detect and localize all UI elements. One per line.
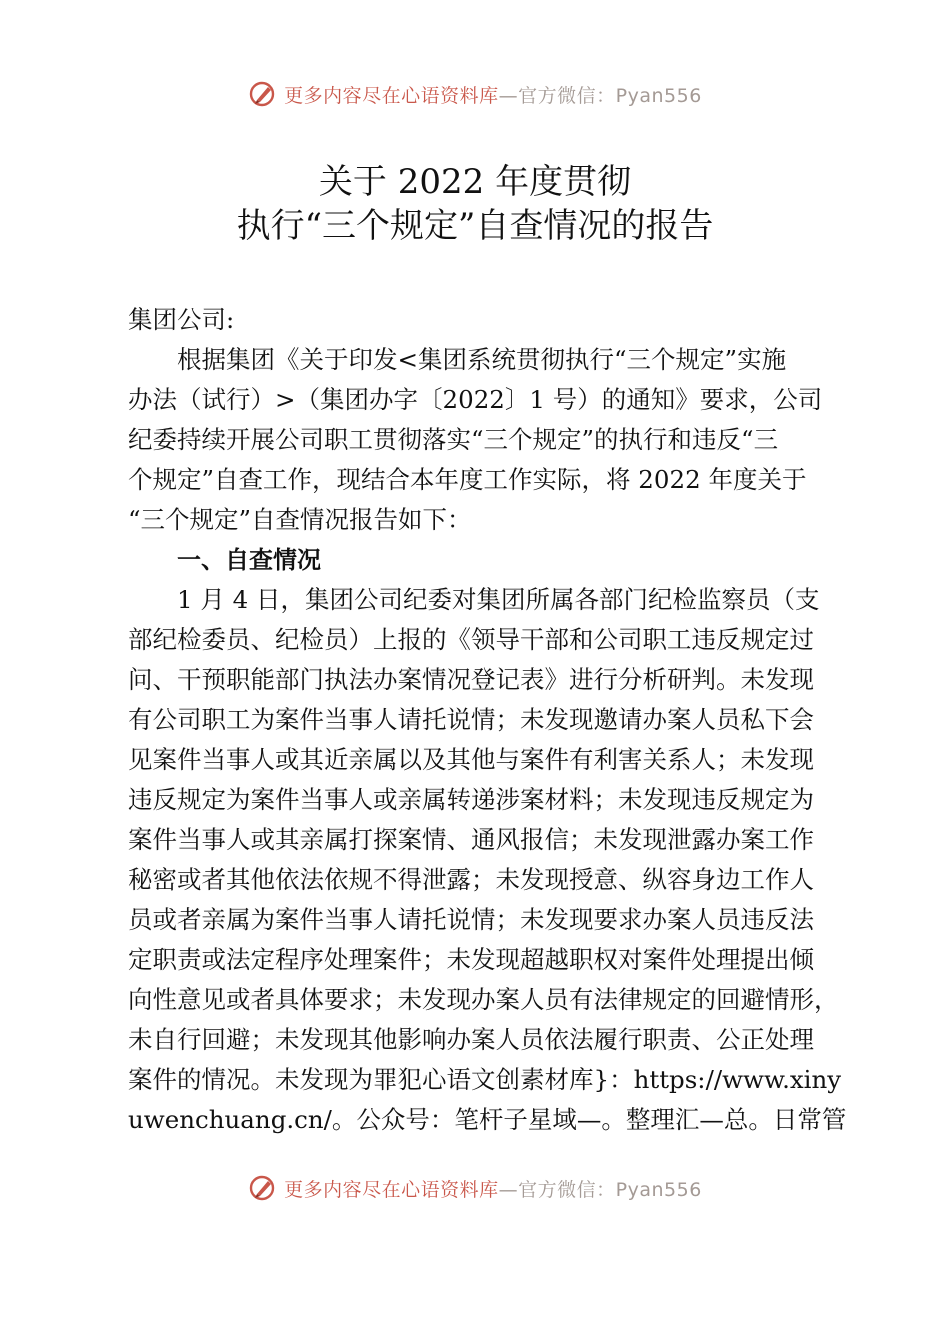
watermark-text: 更多内容尽在心语资料库—官方微信：Pyan556 [284, 84, 702, 107]
salutation: 集团公司: [128, 305, 235, 334]
section-line: 案件的情况。未发现为罪犯心语文创素材库}：https://www.xiny [128, 1065, 842, 1094]
section-heading: 一、自查情况 [177, 546, 321, 574]
pen-nib-circle-icon [248, 79, 278, 109]
section-line: 秘密或者其他依法依规不得泄露；未发现授意、纵容身边工作人 [128, 865, 814, 894]
watermark-banner-top [0, 74, 950, 114]
watermark-text: 更多内容尽在心语资料库—官方微信：Pyan556 [284, 1178, 702, 1201]
section-line: 见案件当事人或其近亲属以及其他与案件有利害关系人；未发现 [128, 745, 814, 774]
section-line: 1 月 4 日，集团公司纪委对集团所属各部门纪检监察员（支 [177, 585, 820, 614]
section-line: 违反规定为案件当事人或亲属转递涉案材料；未发现违反规定为 [128, 785, 814, 814]
intro-line: 根据集团《关于印发<集团系统贯彻执行“三个规定”实施 [177, 345, 787, 374]
pen-nib-circle-icon [248, 1173, 278, 1203]
section-line: 向性意见或者具体要求；未发现办案人员有法律规定的回避情形， [128, 985, 839, 1014]
section-line: uwenchuang.cn/。公众号：笔杆子星域—。整理汇—总。日常管 [128, 1105, 847, 1134]
section-line: 部纪检委员、纪检员）上报的《领导干部和公司职工违反规定过 [128, 625, 814, 654]
section-line: 案件当事人或其亲属打探案情、通风报信；未发现泄露办案工作 [128, 825, 814, 854]
section-line: 未自行回避；未发现其他影响办案人员依法履行职责、公正处理 [128, 1025, 814, 1054]
intro-line: 办法（试行）>（集团办字〔2022〕1 号）的通知》要求，公司 [128, 385, 823, 414]
document-title-line-1: 关于 2022 年度贯彻 [318, 162, 632, 202]
watermark-banner-bottom [0, 1168, 950, 1208]
section-line: 有公司职工为案件当事人请托说情；未发现邀请办案人员私下会 [128, 705, 814, 734]
section-line: 问、干预职能部门执法办案情况登记表》进行分析研判。未发现 [128, 665, 814, 694]
intro-line: “三个规定”自查情况报告如下： [128, 505, 472, 534]
intro-line: 纪委持续开展公司职工贯彻落实“三个规定”的执行和违反“三 [128, 425, 779, 454]
document-body [128, 300, 858, 1140]
section-line: 定职责或法定程序处理案件；未发现超越职权对案件处理提出倾 [128, 945, 814, 974]
document-title-line-2: 执行“三个规定”自查情况的报告 [236, 206, 714, 246]
intro-line: 个规定”自查工作，现结合本年度工作实际，将 2022 年度关于 [128, 465, 807, 494]
section-line: 员或者亲属为案件当事人请托说情；未发现要求办案人员违反法 [128, 905, 814, 934]
